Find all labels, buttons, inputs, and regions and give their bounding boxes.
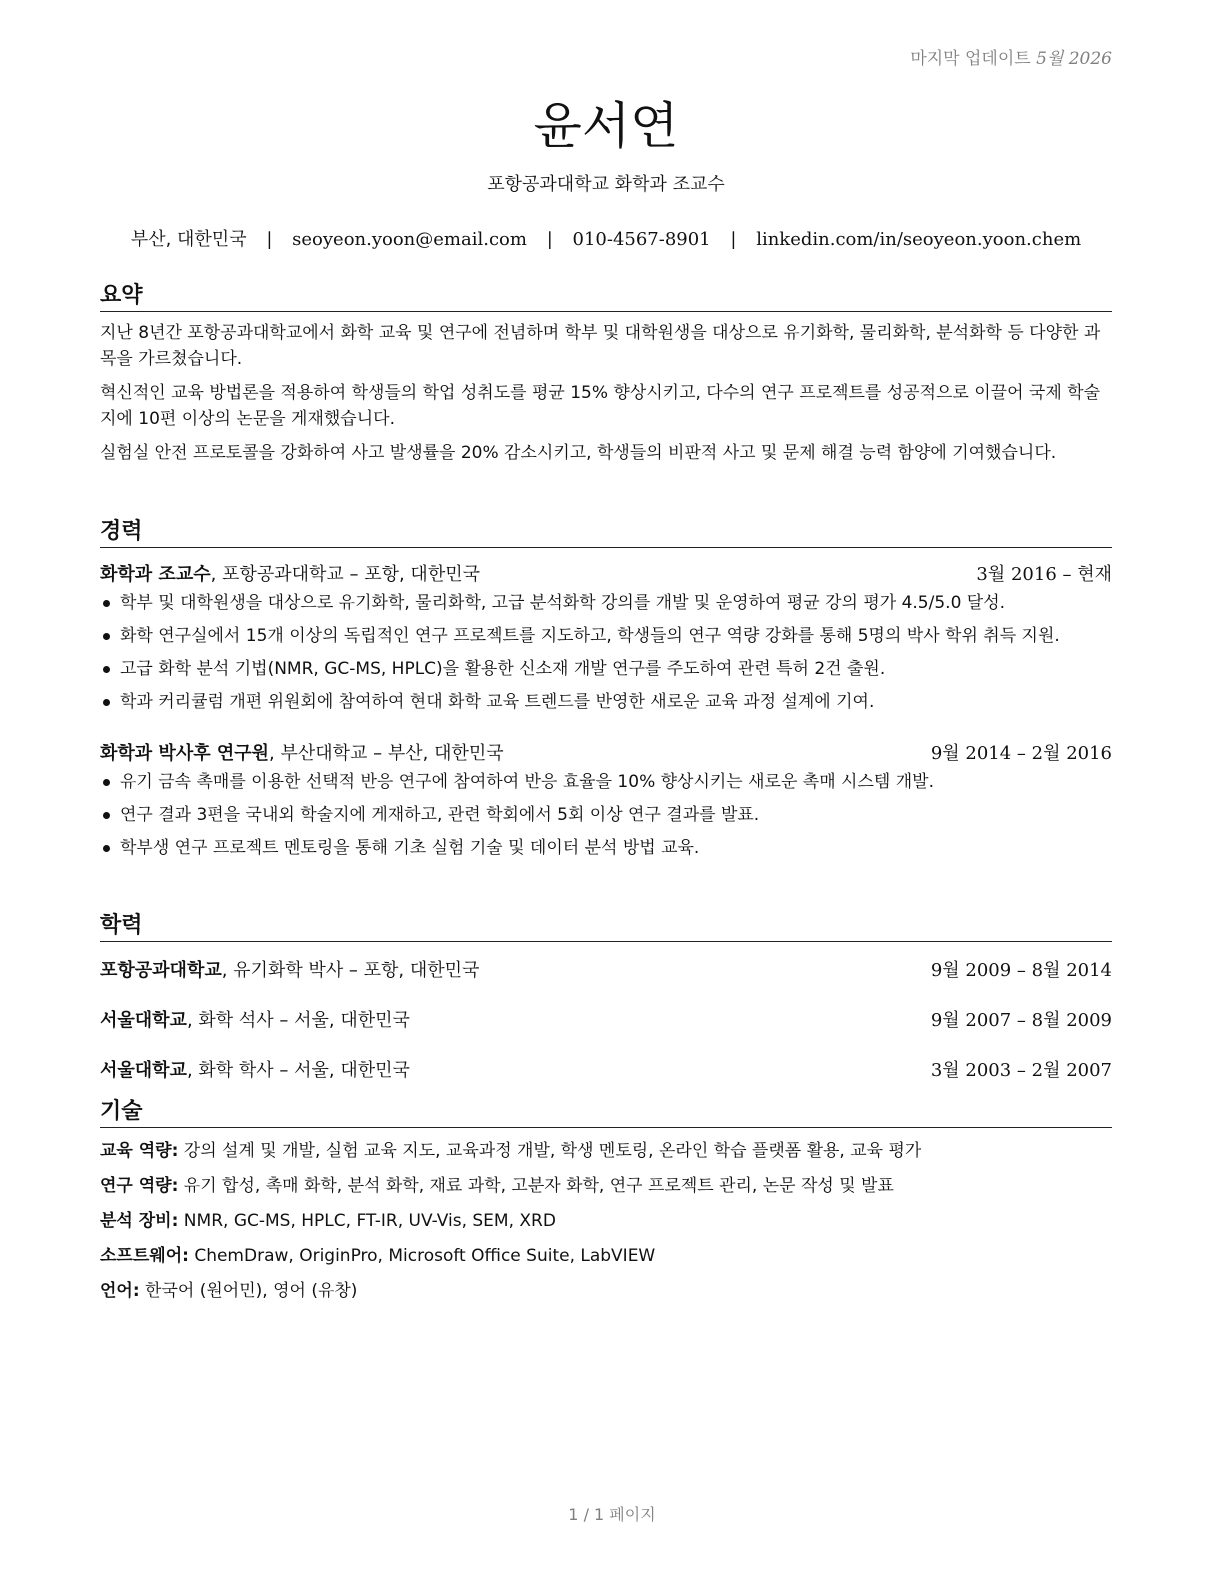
skill-value: 한국어 (원어민), 영어 (유창) [139,1281,358,1301]
section-title-summary: 요약 [100,278,1112,312]
education-item [100,1006,1112,1042]
section-title-skills: 기술 [100,1094,1112,1128]
job-header [100,560,1112,586]
contact-separator: | [266,229,273,250]
page-number: 1 / 1 페이지 [568,1505,656,1524]
skill-label: 소프트웨어: [100,1246,189,1266]
job-role: 화학과 조교수 [100,564,211,585]
job-bullets [100,590,1112,715]
education-date: 9월 2007 – 8월 2009 [930,1010,1112,1031]
job-bullet: 학부 및 대학원생을 대상으로 유기화학, 물리화학, 고급 분석화학 강의를 개발 및 운영하여 평균 강의 평가 4.5/5.0 달성. [100,590,1112,616]
skill-item [100,1204,1112,1239]
skill-value: 강의 설계 및 개발, 실험 교육 지도, 교육과정 개발, 학생 멘토링, 온라인 학습 플랫폼 활용, 교육 평가 [178,1141,922,1161]
job-date: 9월 2014 – 2월 2016 [930,743,1112,764]
contact-line [100,225,1112,251]
education-detail: , 화학 학사 – 서울, 대한민국 [186,1060,410,1081]
education-item [100,956,1112,992]
skill-label: 언어: [100,1281,140,1301]
contact-phone: 010-4567-8901 [572,229,711,250]
skill-item [100,1239,1112,1274]
job-bullet: 화학 연구실에서 15개 이상의 독립적인 연구 프로젝트를 지도하고, 학생들의 연구 역량 강화를 통해 5명의 박사 학위 취득 지원. [100,623,1112,649]
contact-separator: | [546,229,553,250]
education-school: 서울대학교 [100,1010,187,1031]
job-title-line [100,739,504,765]
experience-section [100,514,1112,868]
skill-label: 교육 역량: [100,1141,179,1161]
skill-item [100,1169,1112,1204]
summary-paragraph: 지난 8년간 포항공과대학교에서 화학 교육 및 연구에 전념하며 학부 및 대학원생을 대상으로 유기화학, 물리화학, 분석화학 등 다양한 과목을 가르쳤습니다. [100,323,1101,369]
education-line [100,1006,410,1042]
last-updated [910,44,1112,69]
job-bullet: 연구 결과 3편을 국내외 학술지에 게재하고, 관련 학회에서 5회 이상 연구 결과를 발표. [100,802,1112,828]
section-title-experience: 경력 [100,514,1112,548]
job-org: , 포항공과대학교 – 포항, 대한민국 [210,564,480,585]
skills-section [100,1094,1112,1309]
job-date: 3월 2016 – 현재 [976,564,1112,585]
contact-email[interactable]: seoyeon.yoon@email.com [292,229,527,250]
education-detail: , 화학 석사 – 서울, 대한민국 [186,1010,410,1031]
education-item [100,1056,1112,1092]
skill-label: 연구 역량: [100,1176,179,1196]
education-date: 9월 2009 – 8월 2014 [930,960,1112,981]
summary-section [100,278,1112,466]
job-bullets [100,769,1112,861]
education-school: 서울대학교 [100,1060,187,1081]
job-bullet: 학부생 연구 프로젝트 멘토링을 통해 기초 실험 기술 및 데이터 분석 방법 교육. [100,835,1112,861]
section-title-education: 학력 [100,908,1112,942]
skill-label: 분석 장비: [100,1211,179,1231]
education-section [100,908,1112,1092]
skill-item [100,1134,1112,1169]
job-bullet: 고급 화학 분석 기법(NMR, GC-MS, HPLC)을 활용한 신소재 개발 연구를 주도하여 관련 특허 2건 출원. [100,656,1112,682]
education-detail: , 유기화학 박사 – 포항, 대한민국 [221,960,480,981]
person-name: 윤서연 [533,97,679,155]
job-title-line [100,560,480,586]
last-updated-label: 마지막 업데이트 [910,49,1031,69]
summary-paragraph: 실험실 안전 프로토콜을 강화하여 사고 발생률을 20% 감소시키고, 학생들의 비판적 사고 및 문제 해결 능력 함양에 기여했습니다. [100,443,1057,463]
education-line [100,956,479,992]
contact-linkedin[interactable]: linkedin.com/in/seoyeon.yoon.chem [756,229,1082,250]
skills-list [100,1134,1112,1309]
skill-value: NMR, GC-MS, HPLC, FT-IR, UV-Vis, SEM, XRD [178,1211,556,1231]
contact-separator: | [730,229,737,250]
summary-paragraph: 혁신적인 교육 방법론을 적용하여 학생들의 학업 성취도를 평균 15% 향상시키고, 다수의 연구 프로젝트를 성공적으로 이끌어 국제 학술지에 10편 이상의 논문을 게재했습니다. [100,383,1101,429]
job-bullet: 유기 금속 촉매를 이용한 선택적 반응 연구에 참여하여 반응 효율을 10% 향상시키는 새로운 촉매 시스템 개발. [100,769,1112,795]
education-date: 3월 2003 – 2월 2007 [930,1060,1112,1081]
person-title: 포항공과대학교 화학과 조교수 [487,174,725,195]
education-line [100,1056,410,1092]
job-org: , 부산대학교 – 부산, 대한민국 [269,743,504,764]
job-role: 화학과 박사후 연구원 [100,743,270,764]
skill-item [100,1274,1112,1309]
skill-value: 유기 합성, 촉매 화학, 분석 화학, 재료 과학, 고분자 화학, 연구 프로젝트 관리, 논문 작성 및 발표 [178,1176,894,1196]
education-school: 포항공과대학교 [100,960,222,981]
job-bullet: 학과 커리큘럼 개편 위원회에 참여하여 현대 화학 교육 트렌드를 반영한 새로운 교육 과정 설계에 기여. [100,689,1112,715]
skill-value: ChemDraw, OriginPro, Microsoft Office Suite, LabVIEW [188,1246,656,1266]
job-header [100,739,1112,765]
last-updated-date: 5월 2026 [1036,49,1112,69]
contact-location: 부산, 대한민국 [130,229,247,250]
